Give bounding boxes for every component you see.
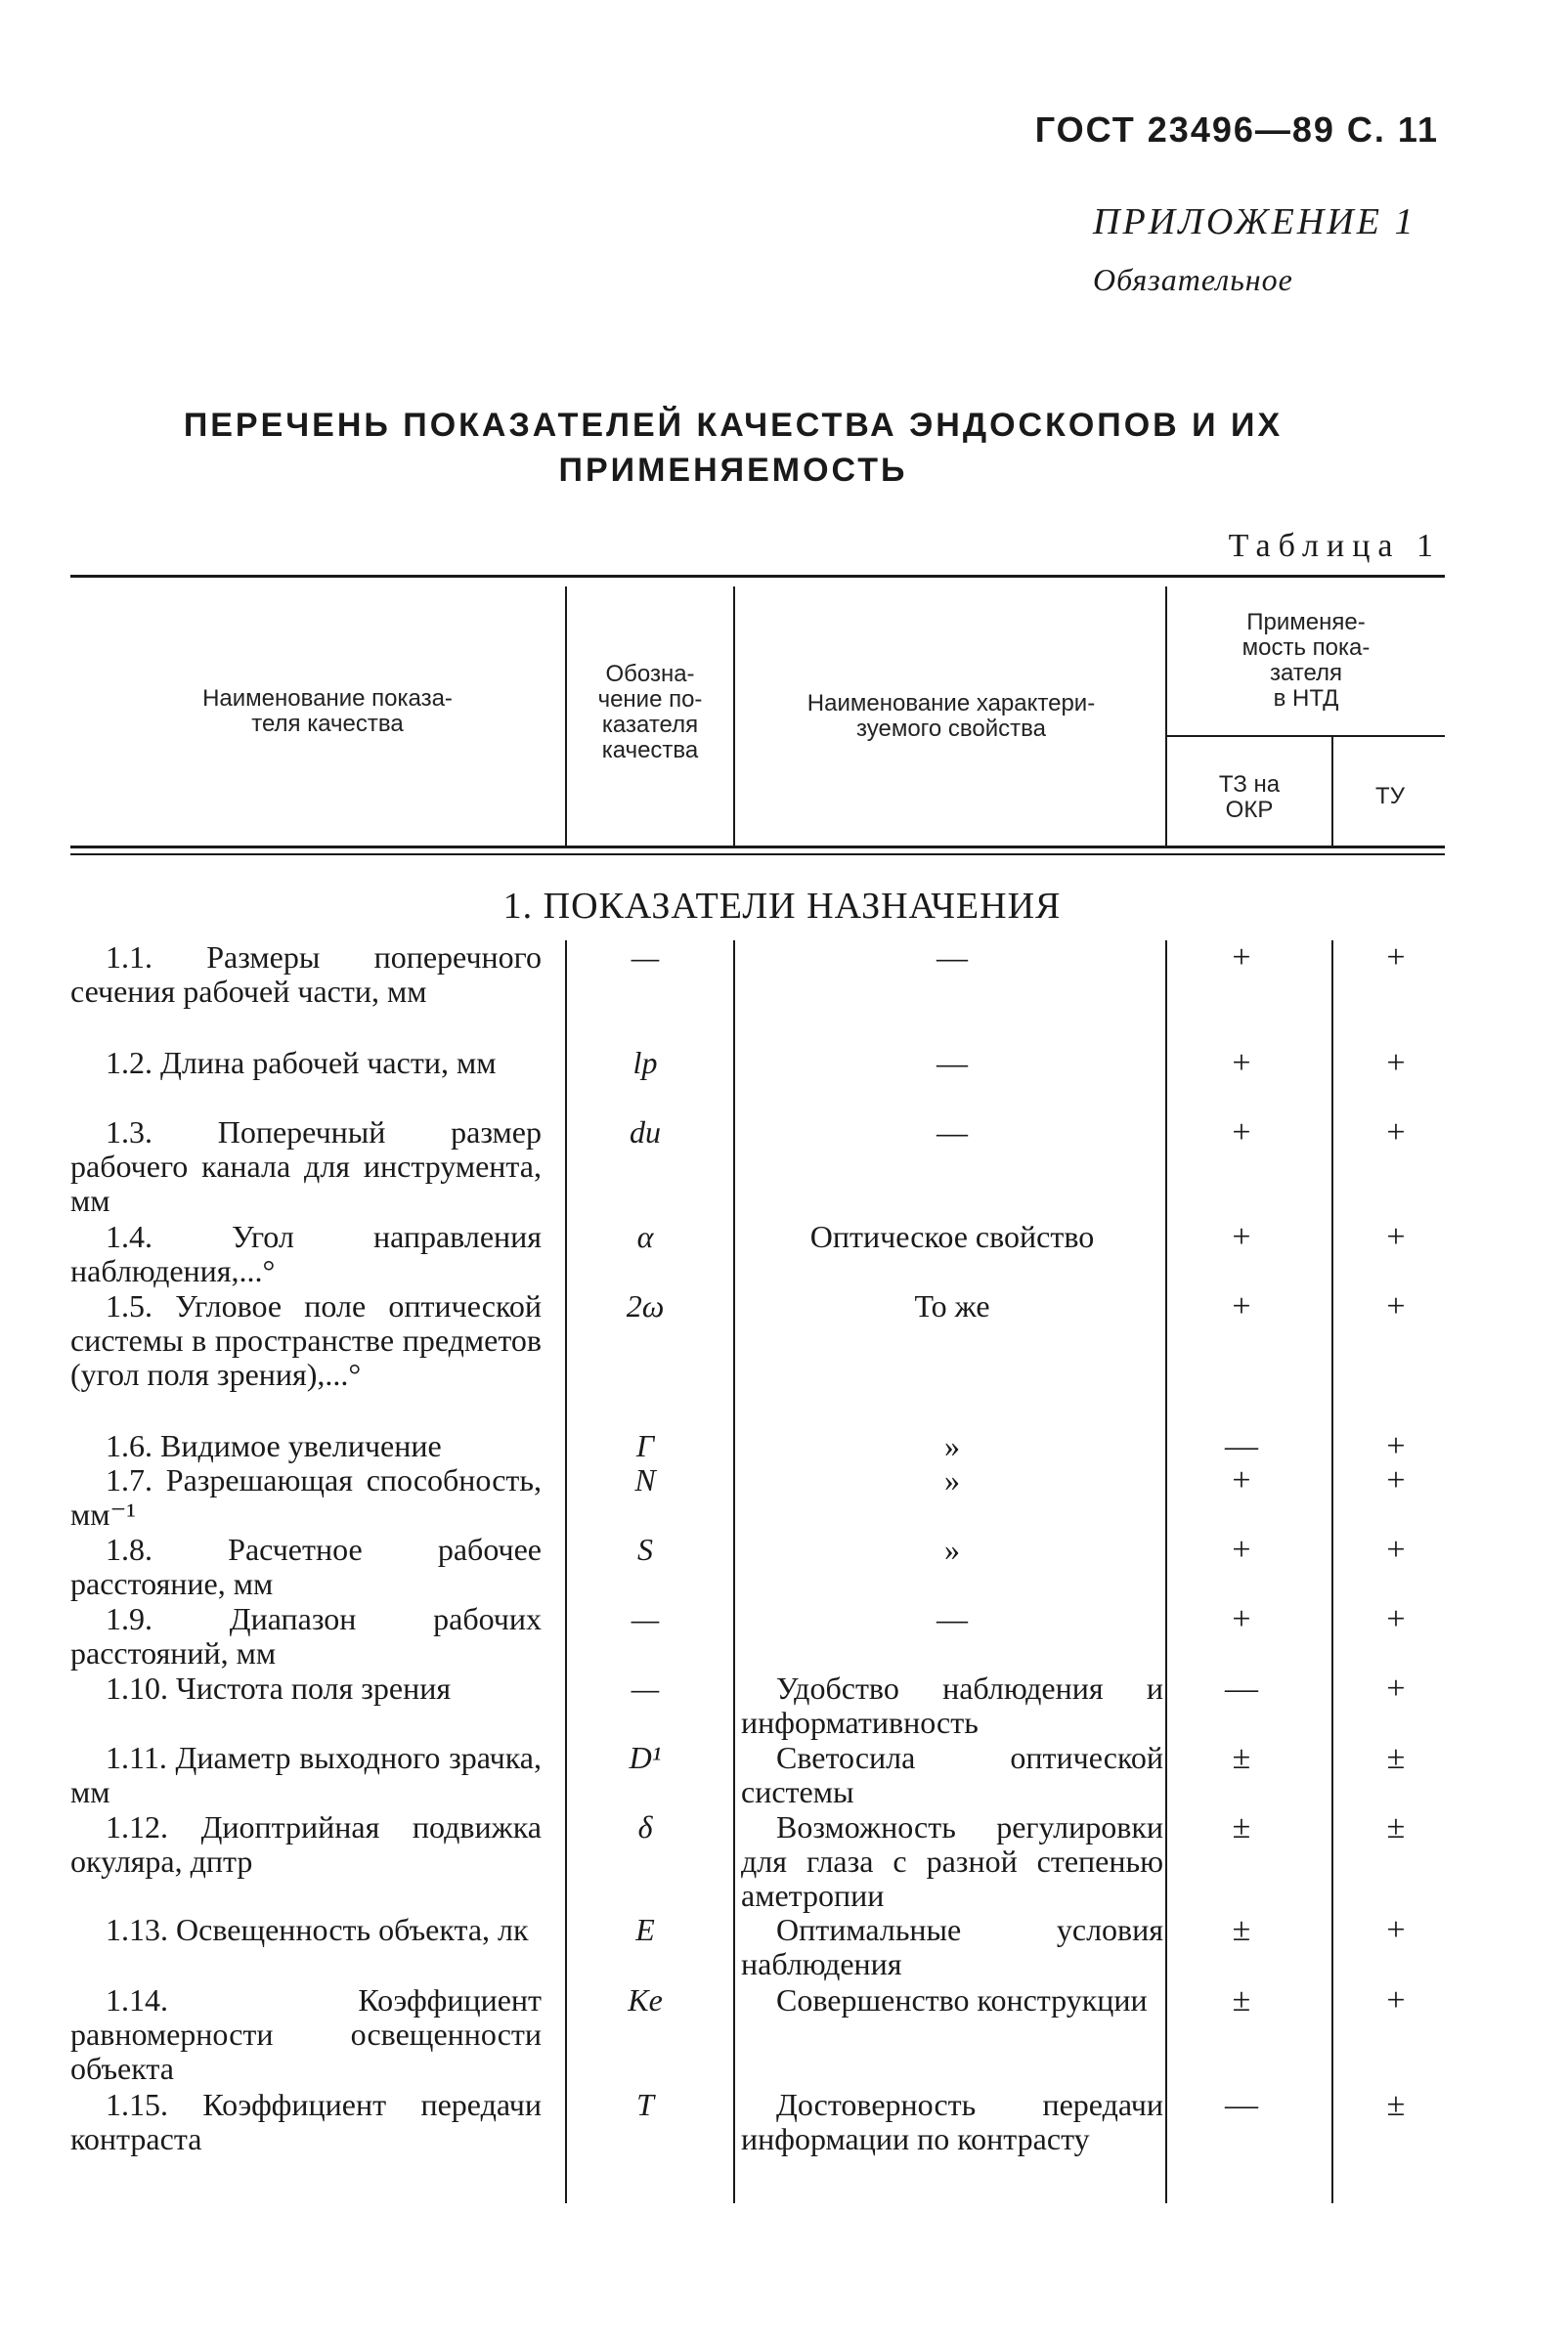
table-row-property [741,1810,1163,1913]
row-property-text: Оптимальные условия наблюдения [741,1912,1163,1981]
table-row-property [741,1671,1163,1740]
table-row-property: То же [914,1288,990,1324]
table-row-property: » [944,1428,960,1463]
table-row-tz: + [1232,1045,1251,1081]
row-number: 1.9. [106,1601,152,1636]
table-row-tu: + [1386,1428,1406,1464]
appendix-status: Обязательное [1093,262,1293,297]
table-row-tu: + [1386,1462,1406,1498]
table-row-property: » [944,1532,960,1567]
table-row-tu: + [1386,1532,1406,1568]
header-tz [1169,772,1329,823]
table-row-tu: ± [1386,1809,1406,1845]
row-number: 1.8. [106,1532,152,1567]
table-row-symbol: Г [635,1428,655,1463]
row-name-text: Разрешающая способность, мм⁻¹ [70,1462,542,1532]
row-name-text: Диапазон рабочих расстояний, мм [70,1601,543,1671]
table-row-symbol: Kе [628,1982,663,2018]
table-row-symbol: lр [632,1045,658,1080]
table-row-tz: + [1232,1601,1251,1637]
table-row-symbol: N [634,1462,656,1498]
table-row-tu: + [1386,1671,1406,1707]
row-name-text: Угловое поле оптической системы в пространстве предметов (угол поля зрения),...° [70,1288,542,1392]
table-row-symbol: α [636,1219,654,1254]
table-row-symbol: T [636,2087,654,2122]
table-row-tz: + [1232,939,1251,976]
table-row-name [70,1671,542,1706]
header-col-divider-4 [1331,737,1333,846]
table-row-symbol: S [637,1532,653,1567]
header-name-line: теля качества [251,711,404,737]
header-symbol [569,662,731,763]
table-row-name [70,1533,542,1601]
table-row-tu: + [1386,1045,1406,1081]
table-row-tu: + [1386,1114,1406,1150]
header-symbol-line: качества [601,737,699,763]
row-name-text: Длина рабочей части, мм [160,1045,497,1080]
header-applicability-line: в НТД [1273,685,1339,712]
row-name-text: Чистота поля зрения [176,1671,452,1706]
table-row-tu: + [1386,1288,1406,1324]
table-row-tz: + [1232,1462,1251,1498]
table-row-name [70,1463,542,1532]
table-row-name [70,1115,542,1218]
table-row-name [70,940,542,1009]
table-row-property [741,1741,1163,1809]
row-name-text: Коэффициент передачи контраста [70,2087,542,2156]
header-symbol-line: казателя [601,712,699,738]
table-row-name [70,2088,542,2156]
header-tz-line: ТЗ на [1218,771,1281,798]
row-property-text: Удобство наблюдения и информативность [741,1671,1163,1740]
document-title-line-2: ПРИМЕНЯЕМОСТЬ [558,452,908,489]
row-name-text: Видимое увеличение [160,1428,442,1463]
document-title [147,403,1320,493]
row-property-text: Светосила оптической системы [741,1740,1163,1809]
table-row-tu: + [1386,1982,1406,2018]
row-name-text: Диоптрийная подвижка окуляра, дптр [70,1809,542,1879]
appendix-title: ПРИЛОЖЕНИЕ 1 [1093,201,1416,242]
header-applicability-line: мость пока- [1241,634,1371,661]
table-top-rule [70,575,1445,578]
table-row-property [741,2088,1163,2156]
table-row-tu: + [1386,939,1406,976]
row-number: 1.11. [106,1740,167,1775]
table-row-name [70,1602,542,1671]
table-row-name [70,1429,542,1463]
table-row-property: — [936,939,968,975]
row-property-text: Совершенство конструкции [776,1982,1148,2018]
header-applicability-line: зателя [1269,660,1343,686]
header-name [98,686,557,737]
header-symbol-line: чение по- [597,686,703,713]
table-row-symbol: dи [630,1114,661,1150]
row-name-text: Размеры поперечного сечения рабочей части, мм [70,939,543,1009]
table-row-tz: — [1225,2087,1258,2123]
header-bottom-rule-1 [70,846,1445,848]
header-symbol-line: Обозна- [605,661,695,687]
table-row-property: Оптическое свойство [809,1219,1095,1254]
header-name-line: Наименование показа- [202,685,453,712]
row-number: 1.10. [106,1671,168,1706]
table-row-name [70,1220,542,1288]
table-row-tu: + [1386,1601,1406,1637]
table-row-property: — [936,1045,968,1080]
section-title: 1. ПОКАЗАТЕЛИ НАЗНАЧЕНИЯ [502,886,1062,927]
applicability-subrule [1165,735,1445,737]
table-row-property: — [936,1601,968,1636]
header-tz-line: ОКР [1225,797,1274,823]
row-number: 1.6. [106,1428,152,1463]
header-property-line: Наименование характери- [806,690,1096,716]
row-name-text: Освещенность объекта, лк [176,1912,529,1947]
table-row-property: » [944,1462,960,1498]
row-property-text: Достоверность передачи информации по контрасту [741,2087,1163,2156]
header-applicability [1169,610,1443,712]
table-label: Таблица 1 [1228,528,1441,564]
row-name-text: Поперечный размер рабочего канала для инструмента, мм [70,1114,542,1218]
row-number: 1.14. [106,1982,168,2018]
table-row-name [70,1913,542,1947]
row-number: 1.2. [106,1045,152,1080]
header-col-divider-2 [733,586,735,846]
table-row-symbol: — [631,1671,660,1706]
table-row-tz: ± [1232,1912,1251,1948]
header-col-divider-1 [565,586,567,846]
row-name-text: Угол направления наблюдения,...° [70,1219,542,1288]
table-row-name [70,1741,542,1809]
row-number: 1.3. [106,1114,152,1150]
table-row-tz: + [1232,1219,1251,1255]
document-title-line-1: ПЕРЕЧЕНЬ ПОКАЗАТЕЛЕЙ КАЧЕСТВА ЭНДОСКОПОВ И ИХ [183,407,1284,444]
header-col-divider-3 [1165,586,1167,846]
table-row-name [70,1046,542,1080]
header-tu: ТУ [1375,783,1405,809]
header-applicability-line: Применяе- [1246,609,1366,635]
table-row-symbol: D¹ [629,1740,662,1775]
row-number: 1.12. [106,1809,168,1845]
table-row-symbol: — [631,1601,660,1636]
row-number: 1.4. [106,1219,152,1254]
table-row-tz: — [1225,1428,1258,1464]
row-name-text: Диаметр выходного зрачка, мм [70,1740,543,1809]
table-row-tz: ± [1232,1809,1251,1845]
row-number: 1.13. [106,1912,168,1947]
table-row-tz: ± [1232,1982,1251,2018]
row-number: 1.7. [106,1462,152,1498]
header-property [739,691,1163,742]
row-property-text: Возможность регулировки для глаза с разной степенью аметропии [741,1809,1163,1913]
table-row-tz: + [1232,1114,1251,1150]
row-number: 1.1. [106,939,152,975]
table-row-property [741,1913,1163,1981]
document-reference: ГОСТ 23496—89 С. 11 [1034,109,1439,150]
table-row-symbol: — [631,939,660,975]
row-number: 1.15. [106,2087,168,2122]
body-col-divider-4 [1331,940,1333,2203]
table-row-tz: + [1232,1288,1251,1324]
table-row-name [70,1810,542,1879]
row-number: 1.5. [106,1288,152,1324]
table-row-tu: + [1386,1219,1406,1255]
table-row-name [70,1289,542,1392]
body-col-divider-1 [565,940,567,2203]
row-name-text: Расчетное рабочее расстояние, мм [70,1532,542,1601]
row-name-text: Коэффициент равномерности освещенности объекта [70,1982,542,2086]
table-row-symbol: 2ω [626,1288,665,1324]
table-row-name [70,1983,542,2086]
table-row-tz: + [1232,1532,1251,1568]
header-property-line: зуемого свойства [856,716,1046,742]
body-col-divider-2 [733,940,735,2203]
table-row-symbol: E [635,1912,655,1947]
table-row-tu: + [1386,1912,1406,1948]
header-bottom-rule-2 [70,853,1445,855]
table-row-symbol: δ [637,1809,653,1845]
table-row-tu: ± [1386,2087,1406,2123]
table-row-property: — [936,1114,968,1150]
table-row-tz: — [1225,1671,1258,1707]
table-row-tz: ± [1232,1740,1251,1776]
table-row-property [741,1983,1163,2018]
body-col-divider-3 [1165,940,1167,2203]
table-row-tu: ± [1386,1740,1406,1776]
